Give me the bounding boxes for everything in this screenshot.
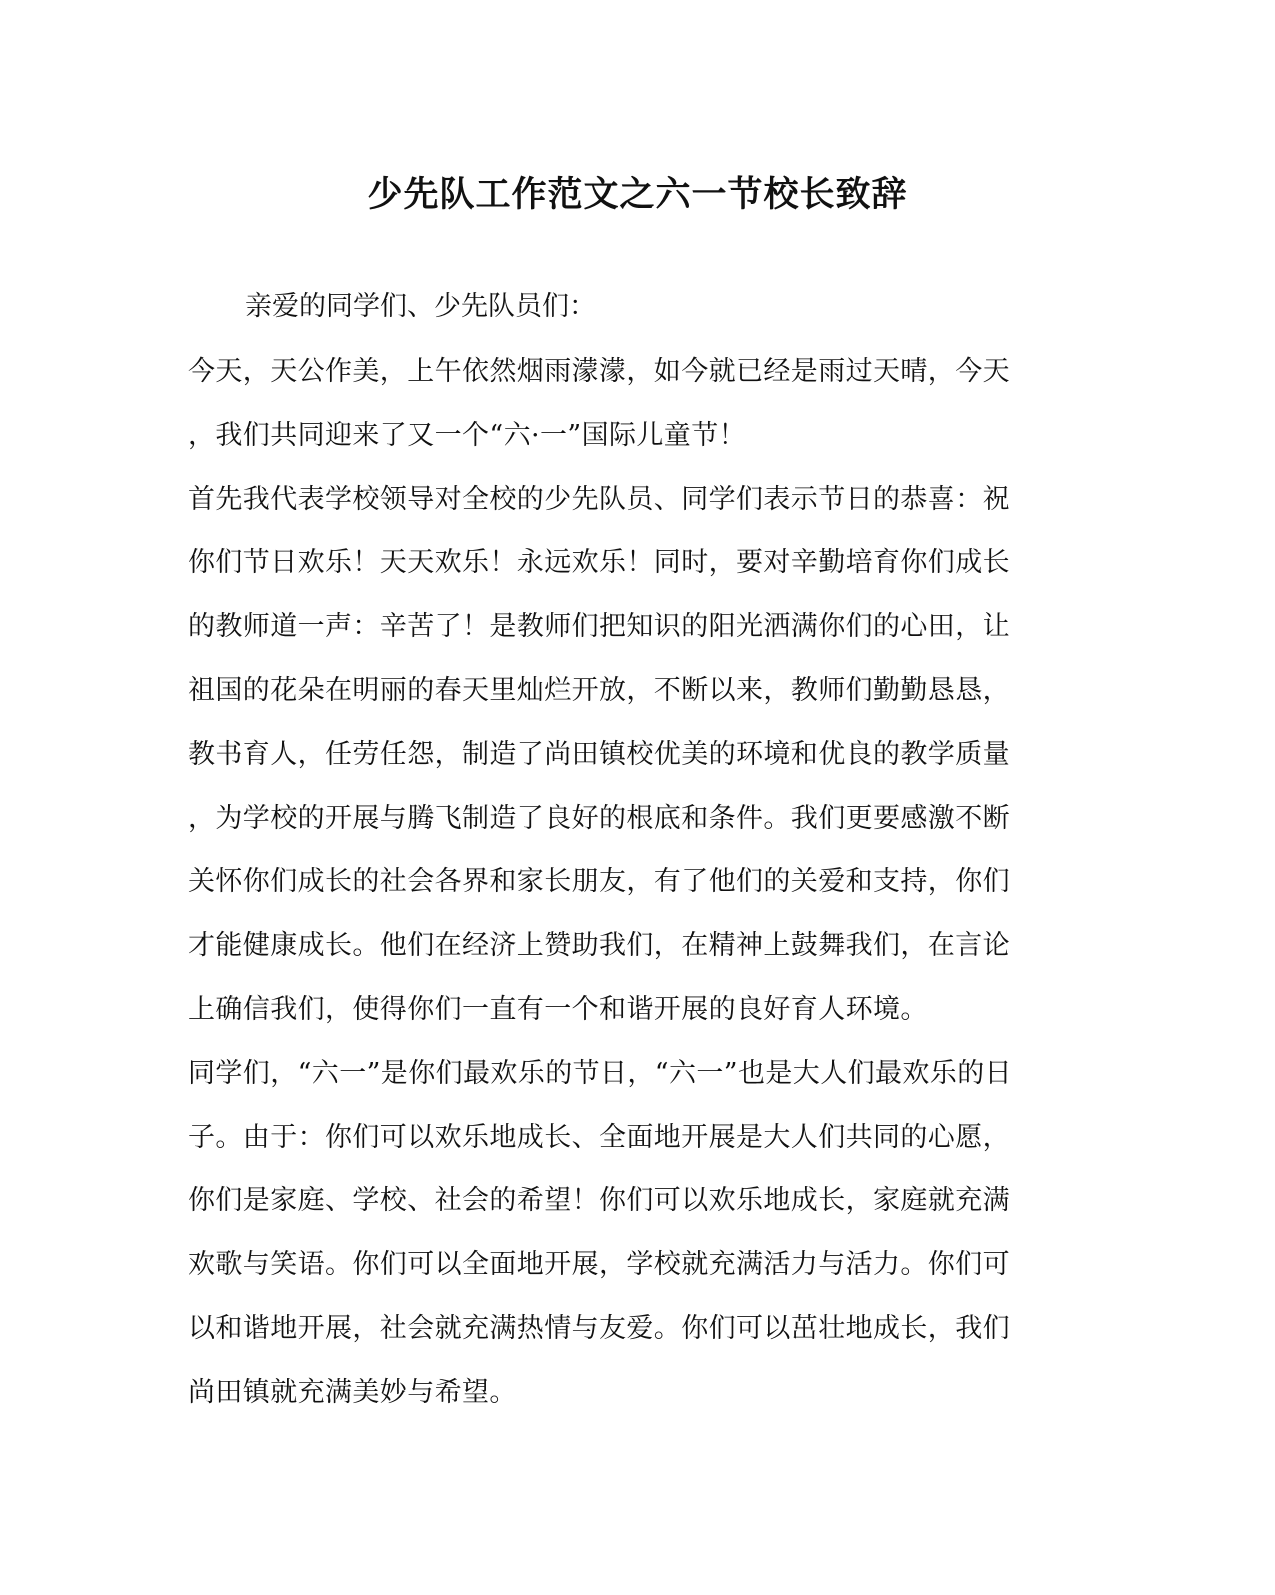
text-line: ，为学校的开展与腾飞制造了良好的根底和条件。我们更要感激不断 <box>188 802 1010 834</box>
text-line: 欢歌与笑语。你们可以全面地开展，学校就充满活力与活力。你们可 <box>188 1249 1010 1281</box>
text-line: ，我们共同迎来了又一个“六·一”国际儿童节！ <box>188 419 746 451</box>
text-line: 尚田镇就充满美妙与希望。 <box>188 1376 517 1408</box>
salutation: 亲爱的同学们、少先队员们： <box>245 291 596 322</box>
text-line: 同学们，“六一”是你们最欢乐的节日，“六一”也是大人们最欢乐的日 <box>188 1057 1013 1089</box>
text-line: 你们是家庭、学校、社会的希望！你们可以欢乐地成长，家庭就充满 <box>188 1185 1010 1217</box>
text-line: 以和谐地开展，社会就充满热情与友爱。你们可以茁壮地成长，我们 <box>188 1312 1010 1344</box>
text-line: 首先我代表学校领导对全校的少先队员、同学们表示节日的恭喜：祝 <box>188 483 1010 515</box>
document-title: 少先队工作范文之六一节校长致辞 <box>367 174 908 215</box>
text-line: 上确信我们，使得你们一直有一个和谐开展的良好育人环境。 <box>188 993 928 1025</box>
text-line: 关怀你们成长的社会各界和家长朋友，有了他们的关爱和支持，你们 <box>188 866 1010 898</box>
text-line: 才能健康成长。他们在经济上赞助我们，在精神上鼓舞我们，在言论 <box>188 930 1010 962</box>
text-line: 的教师道一声：辛苦了！是教师们把知识的阳光洒满你们的心田，让 <box>188 611 1010 643</box>
text-line: 今天，天公作美，上午依然烟雨濛濛，如今就已经是雨过天晴，今天 <box>188 356 1010 387</box>
text-line: 教书育人，任劳任怨，制造了尚田镇校优美的环境和优良的教学质量 <box>188 738 1010 770</box>
text-line: 你们节日欢乐！天天欢乐！永远欢乐！同时，要对辛勤培育你们成长 <box>188 547 1010 579</box>
document-body <box>188 350 1058 1435</box>
text-line: 祖国的花朵在明丽的春天里灿烂开放，不断以来，教师们勤勤恳恳， <box>188 674 1010 706</box>
text-line: 子。由于：你们可以欢乐地成长、全面地开展是大人们共同的心愿， <box>188 1121 1010 1153</box>
